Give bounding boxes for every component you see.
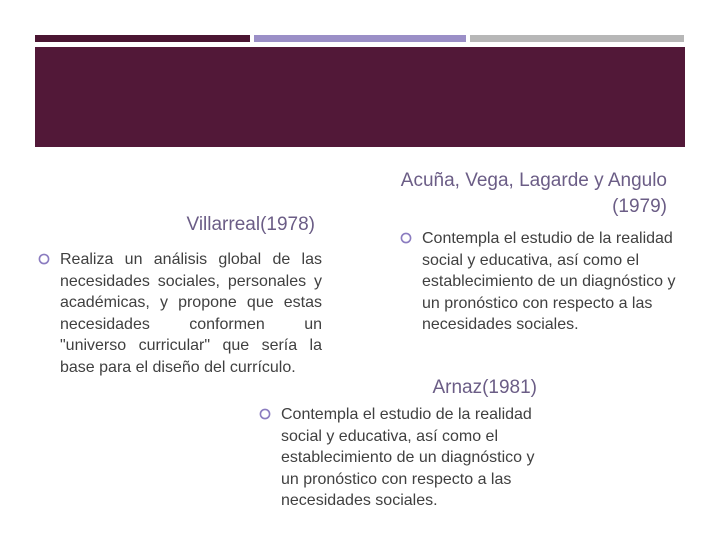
heading-arnaz: Arnaz(1981) xyxy=(432,377,537,398)
bullet-text-acuna: Contempla el estudio de la realidad social y educativa, así como el establecimiento de un diagnóstico y un pronóstico con respecto a las necesidades sociales. xyxy=(422,230,676,333)
bullet-acuna xyxy=(422,228,678,336)
heading-villarreal: Villarreal(1978) xyxy=(186,214,315,235)
bullet-text-villarreal: Realiza un análisis global de las necesidades sociales, personales y académicas, y propone que estas necesidades conformen un "universo curricular" que sería la base para el diseño del currículo. xyxy=(60,251,322,376)
heading-acuna: Acuña, Vega, Lagarde y Angulo (1979) xyxy=(400,170,667,217)
top-stripe-lavender xyxy=(254,35,466,42)
hollow-circle-bullet-icon xyxy=(38,253,50,265)
bullet-villarreal xyxy=(60,249,322,378)
bullet-text-arnaz: Contempla el estudio de la realidad social y educativa, así como el establecimiento de un diagnóstico y un pronóstico con respecto a las necesidades sociales. xyxy=(281,406,535,509)
top-stripe-gray xyxy=(470,35,684,42)
hollow-circle-bullet-icon xyxy=(400,232,412,244)
hollow-circle-bullet-icon xyxy=(259,408,271,420)
title-banner xyxy=(35,47,685,147)
top-stripe-dark xyxy=(35,35,250,42)
bullet-arnaz xyxy=(281,404,537,512)
